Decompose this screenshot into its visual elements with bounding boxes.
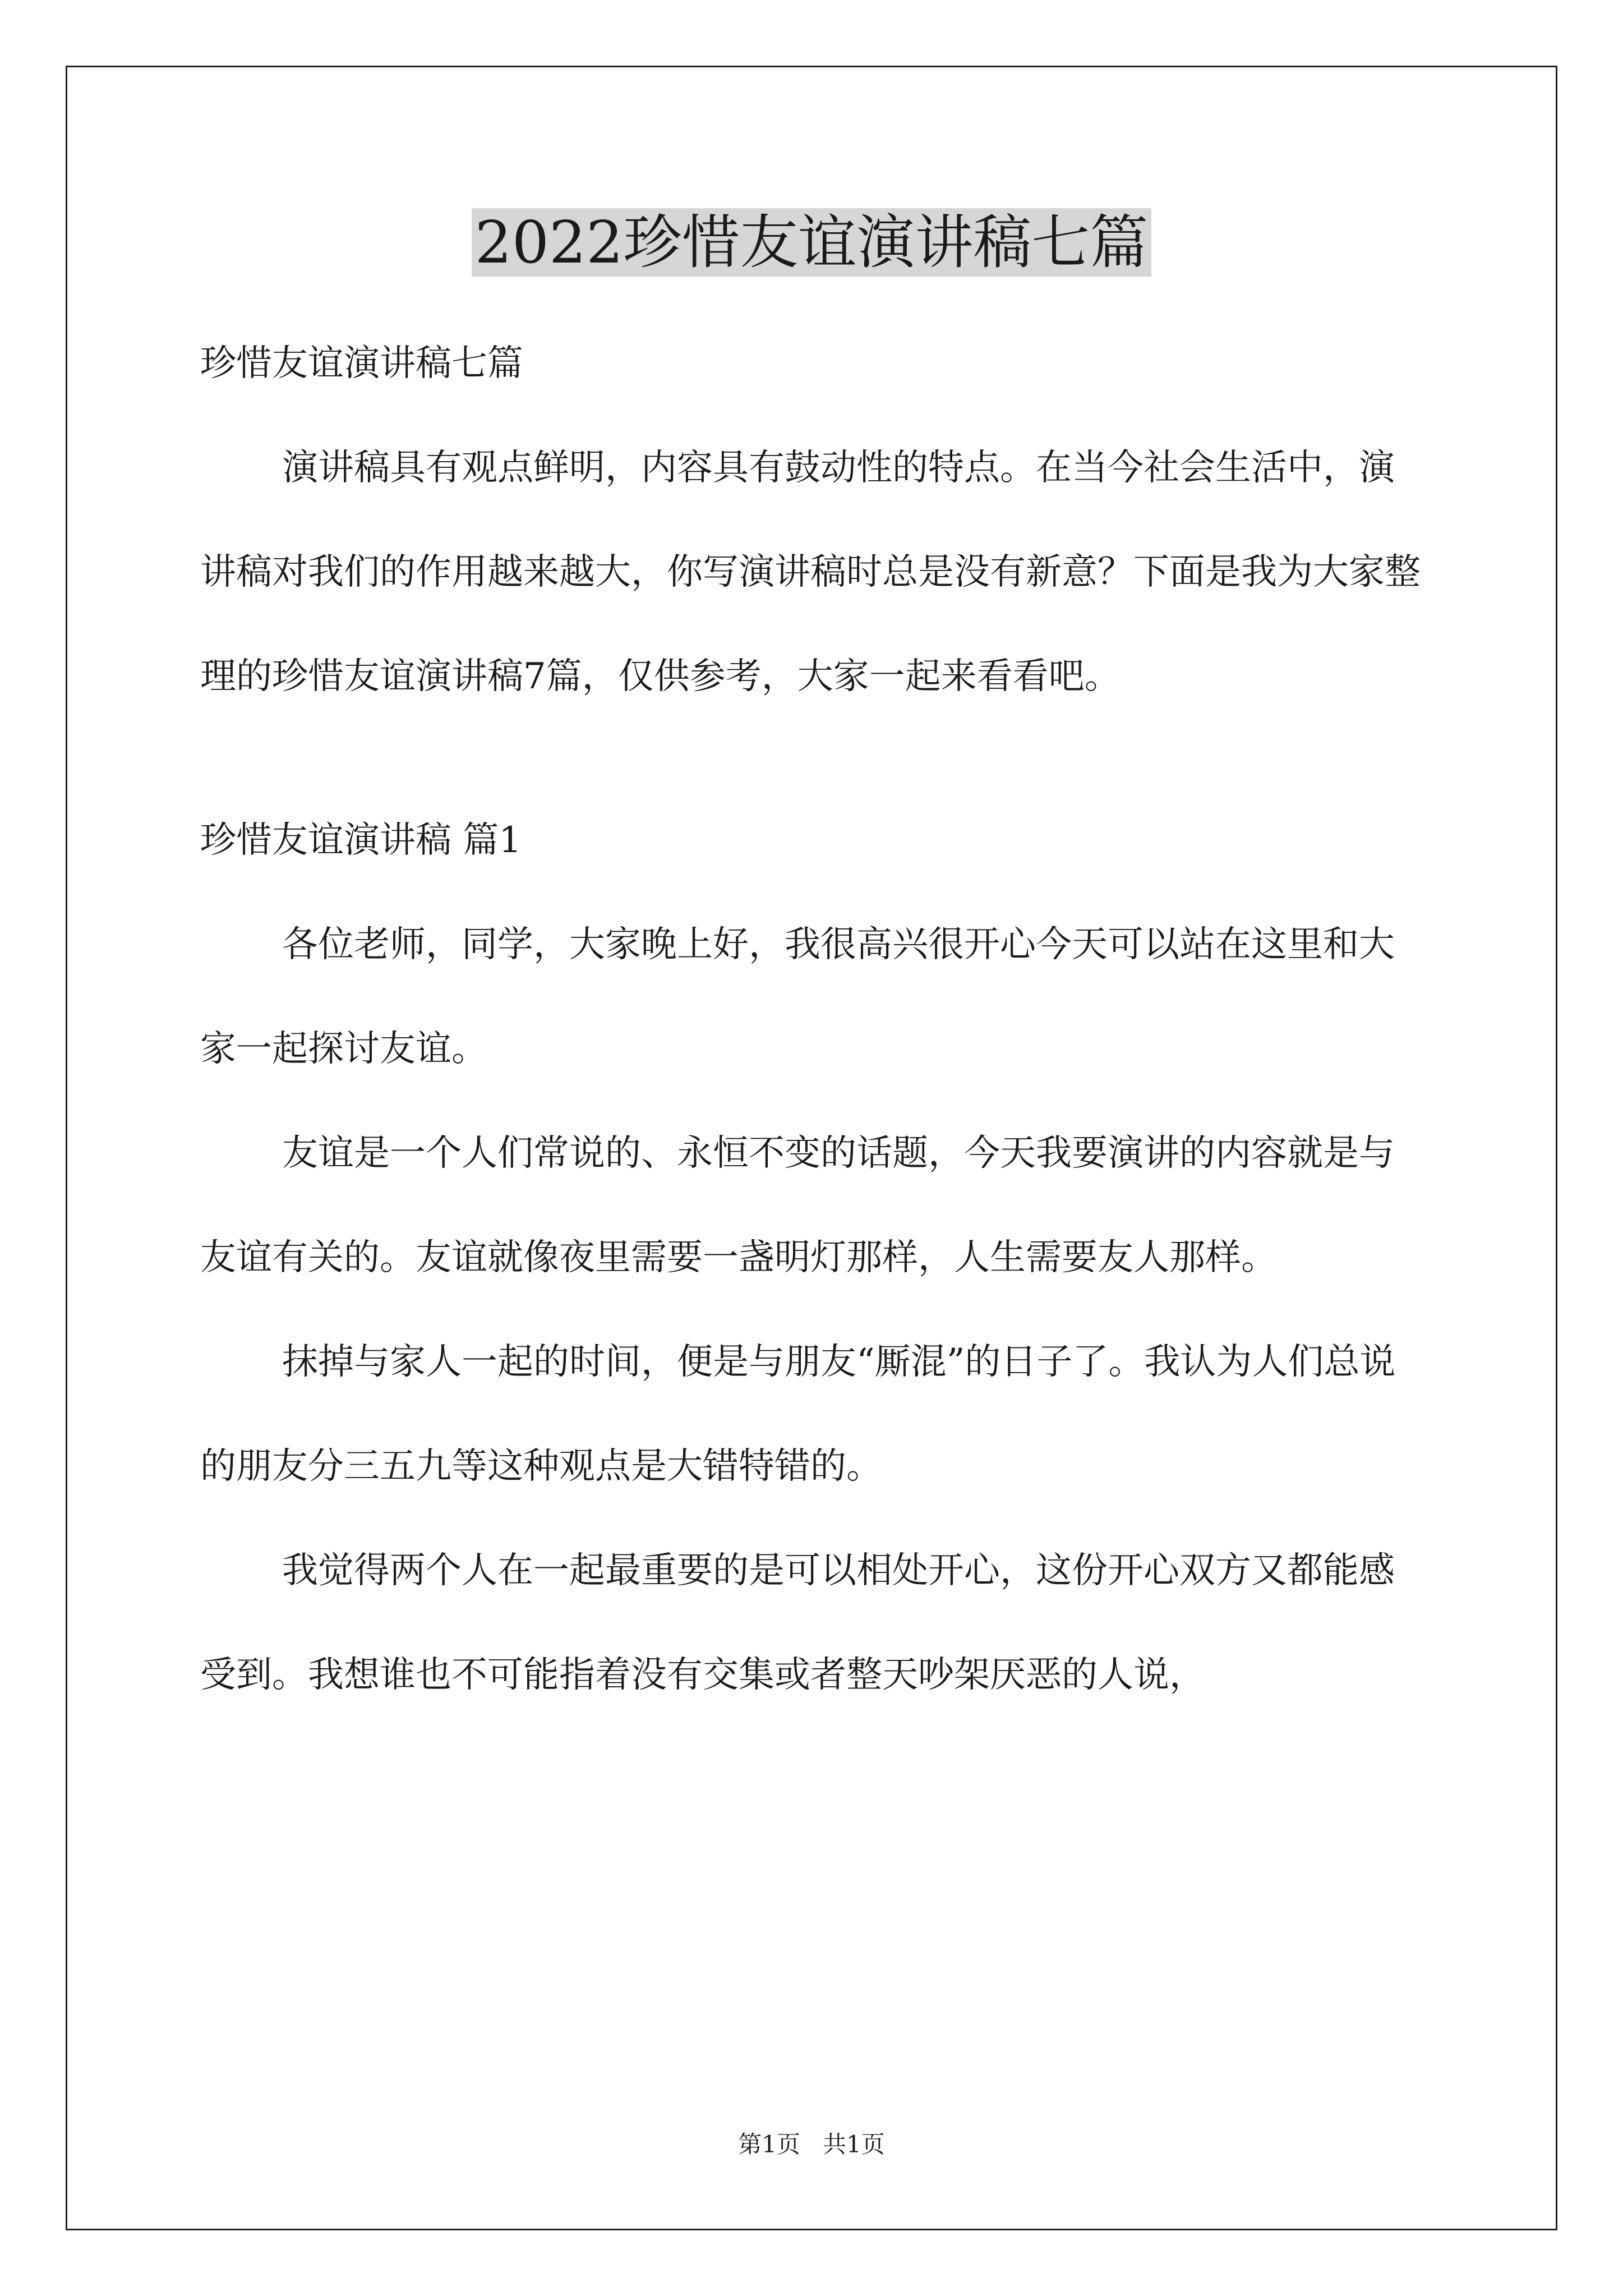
- intro-paragraph: 演讲稿具有观点鲜明，内容具有鼓动性的特点。在当今社会生活中，演讲稿对我们的作用越来越大，你写演讲稿时总是没有新意？下面是我为大家整理的珍惜友谊演讲稿7篇，仅供参考，大家一起来看看吧。: [200, 447, 1421, 697]
- body-paragraph: 友谊是一个人们常说的、永恒不变的话题，今天我要演讲的内容就是与友谊有关的。友谊就像夜里需要一盏明灯那样，人生需要友人那样。: [200, 1133, 1395, 1278]
- body-paragraph: 我觉得两个人在一起最重要的是可以相处开心，这份开心双方又都能感受到。我想谁也不可能指着没有交集或者整天吵架厌恶的人说，: [200, 1550, 1395, 1696]
- body-paragraph: 抹掉与家人一起的时间，便是与朋友“厮混”的日子了。我认为人们总说的朋友分三五九等这种观点是大错特错的。: [200, 1341, 1396, 1487]
- section-heading: 珍惜友谊演讲稿 篇1: [200, 820, 522, 861]
- document-title-text: 2022珍惜友谊演讲稿七篇: [472, 208, 1152, 277]
- body-paragraph: 各位老师，同学，大家晚上好，我很高兴很开心今天可以站在这里和大家一起探讨友谊。: [200, 924, 1395, 1070]
- document-title: [0, 203, 1623, 282]
- section-spacer: [200, 729, 1426, 788]
- page-footer: 第1页 共1页: [738, 2131, 885, 2158]
- document-subtitle: 珍惜友谊演讲稿七篇: [200, 343, 523, 384]
- document-body: [200, 311, 1426, 1727]
